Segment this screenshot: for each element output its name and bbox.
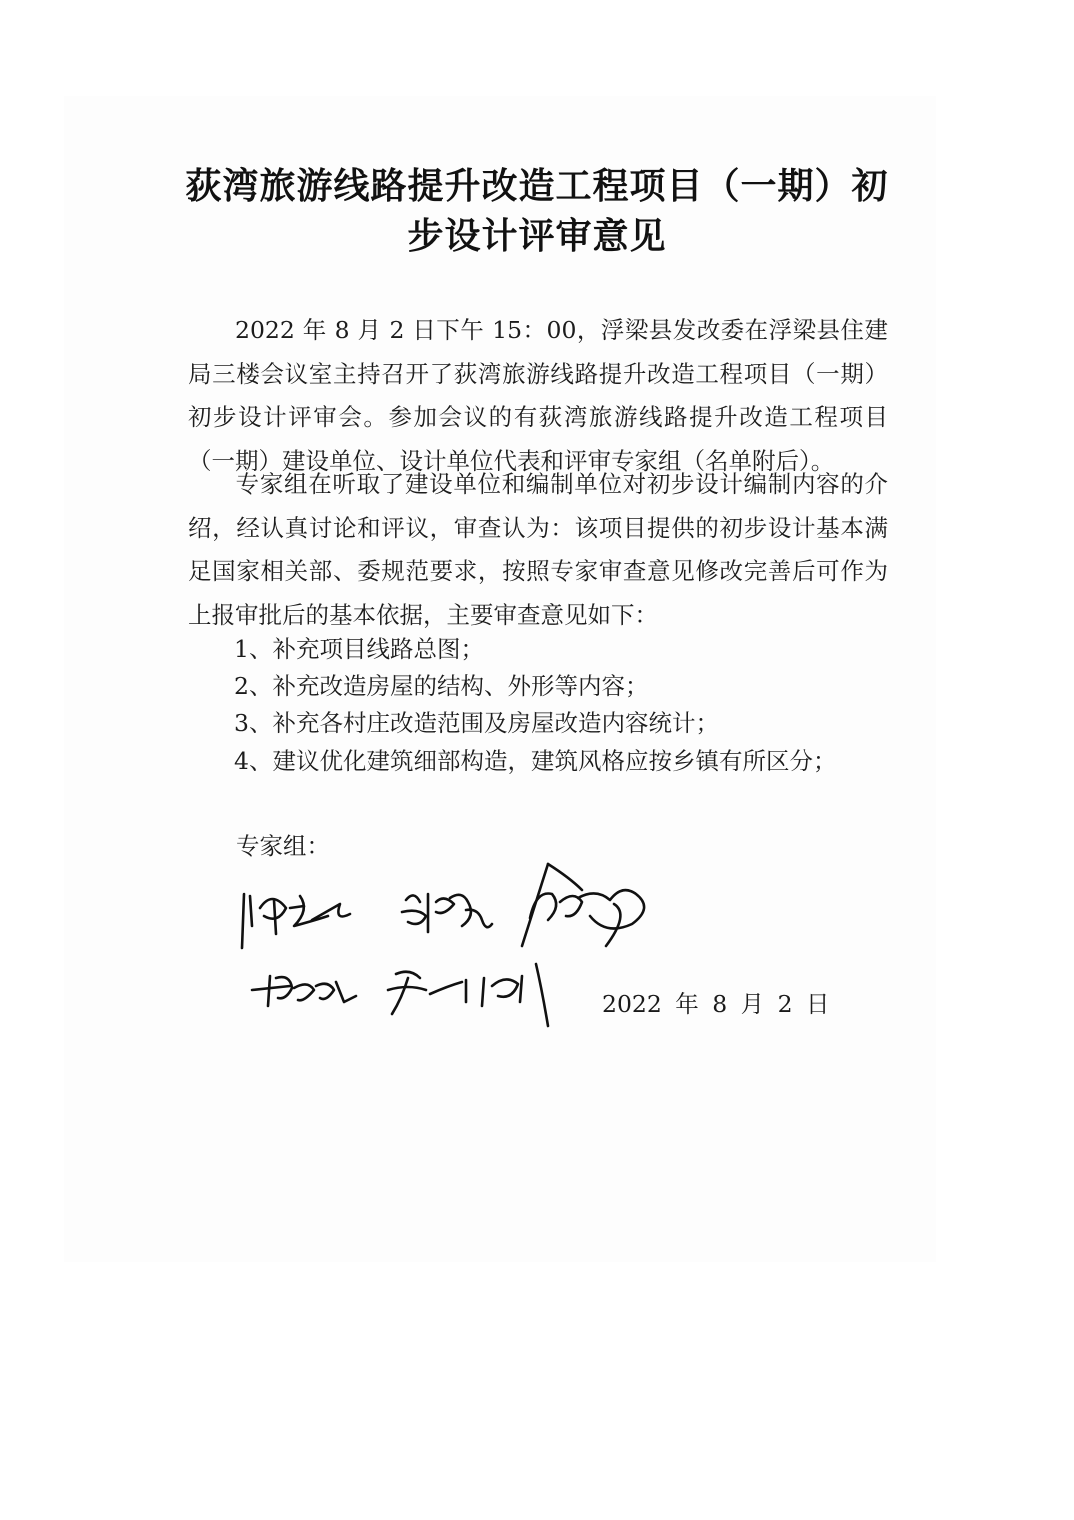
document-date: 2022 年 8 月 2 日 — [602, 990, 830, 1018]
list-item: 1、补充项目线路总图； — [234, 635, 484, 663]
document-title-line-1: 荻湾旅游线路提升改造工程项目（一期）初 — [185, 166, 889, 207]
signature-5 — [388, 964, 548, 1026]
document-title-line-2: 步设计评审意见 — [407, 216, 667, 257]
signature-2 — [402, 894, 492, 932]
signature-4 — [252, 976, 356, 1006]
signature-1 — [242, 894, 350, 948]
paragraph-review-conclusion — [188, 463, 888, 637]
list-item: 4、建议优化建筑细部构造，建筑风格应按乡镇有所区分； — [234, 747, 837, 775]
paragraph-meeting-info — [188, 309, 888, 483]
list-item: 2、补充改造房屋的结构、外形等内容； — [234, 672, 649, 700]
paragraph-meeting-text: 2022 年 8 月 2 日下午 15：00，浮梁县发改委在浮梁县住建局三楼会议室主持召开了荻湾旅游线路提升改造工程项目（一期）初步设计评审会。参加会议的有荻湾旅游线路提升改造工程项目（一期）建设单位、设计单位代表和评审专家组（名单附后）。 — [188, 316, 888, 475]
list-item: 3、补充各村庄改造范围及房屋改造内容统计； — [234, 709, 719, 737]
paragraph-review-text: 专家组在听取了建设单位和编制单位对初步设计编制内容的介绍，经认真讨论和评议，审查认为：该项目提供的初步设计基本满足国家相关部、委规范要求，按照专家审查意见修改完善后可作为上报审批后的基本依据，主要审查意见如下： — [188, 470, 888, 629]
signature-3 — [522, 864, 644, 946]
expert-group-label: 专家组： — [236, 832, 330, 860]
